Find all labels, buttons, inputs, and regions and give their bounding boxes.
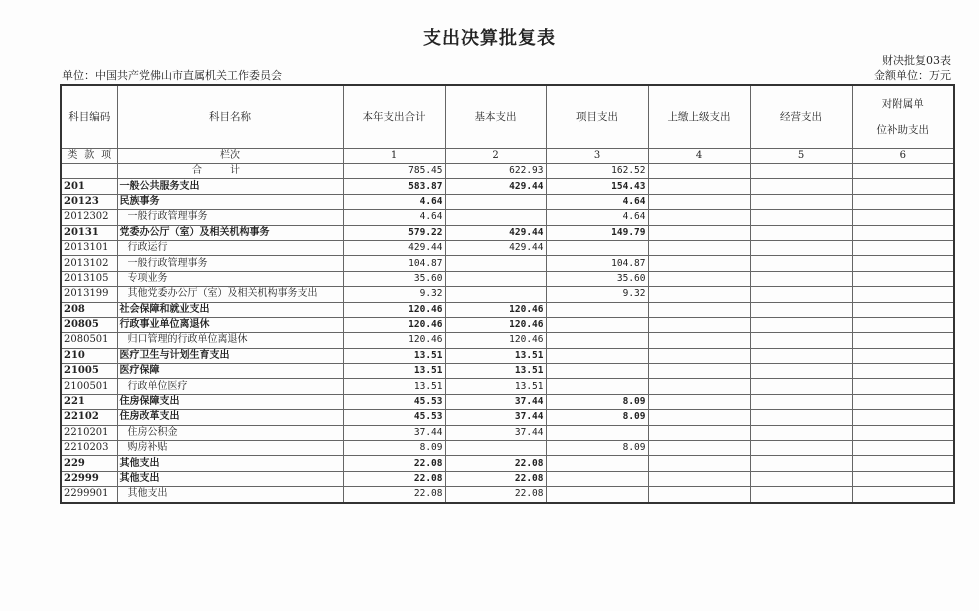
row-subsidy	[852, 410, 954, 425]
row-business	[750, 287, 852, 302]
row-superior	[648, 271, 750, 286]
row-total: 13.51	[343, 379, 445, 394]
header-col-index: 栏次	[117, 149, 343, 164]
row-basic	[445, 210, 546, 225]
row-project: 104.87	[546, 256, 648, 271]
row-superior	[648, 210, 750, 225]
row-project: 4.64	[546, 210, 648, 225]
row-project	[546, 317, 648, 332]
row-subsidy	[852, 194, 954, 209]
row-name: 购房补贴	[117, 441, 343, 456]
row-subsidy	[852, 333, 954, 348]
row-basic: 429.44	[445, 225, 546, 240]
table-row	[61, 302, 954, 317]
row-basic: 120.46	[445, 333, 546, 348]
row-subsidy	[852, 441, 954, 456]
table-row	[61, 348, 954, 363]
row-project: 154.43	[546, 179, 648, 194]
row-basic: 22.08	[445, 471, 546, 486]
row-code: 201	[61, 179, 117, 194]
row-basic: 429.44	[445, 240, 546, 255]
header-superior: 上缴上级支出	[648, 85, 750, 149]
row-superior	[648, 287, 750, 302]
row-code: 20805	[61, 317, 117, 332]
row-name: 社会保障和就业支出	[117, 302, 343, 317]
row-business	[750, 164, 852, 179]
row-name: 医疗保障	[117, 364, 343, 379]
row-subsidy	[852, 302, 954, 317]
table-row	[61, 425, 954, 440]
row-business	[750, 240, 852, 255]
row-subsidy	[852, 364, 954, 379]
row-code: 2012302	[61, 210, 117, 225]
row-name: 民族事务	[117, 194, 343, 209]
row-project: 8.09	[546, 410, 648, 425]
row-basic	[445, 441, 546, 456]
header-kuan: 款	[84, 150, 95, 161]
row-total: 45.53	[343, 410, 445, 425]
row-basic: 37.44	[445, 394, 546, 409]
expenditure-table	[60, 84, 955, 504]
table-row	[61, 333, 954, 348]
row-code: 20123	[61, 194, 117, 209]
row-subsidy	[852, 271, 954, 286]
row-superior	[648, 164, 750, 179]
row-subsidy	[852, 487, 954, 503]
row-name: 行政事业单位离退休	[117, 317, 343, 332]
header-project: 项目支出	[546, 85, 648, 149]
row-code: 208	[61, 302, 117, 317]
row-subsidy	[852, 425, 954, 440]
row-project: 8.09	[546, 394, 648, 409]
header-total: 本年支出合计	[343, 85, 445, 149]
row-code	[61, 164, 117, 179]
row-name: 一般公共服务支出	[117, 179, 343, 194]
row-basic: 120.46	[445, 302, 546, 317]
row-project	[546, 425, 648, 440]
table-row	[61, 317, 954, 332]
row-project: 8.09	[546, 441, 648, 456]
header-business: 经营支出	[750, 85, 852, 149]
row-basic: 13.51	[445, 379, 546, 394]
row-project: 35.60	[546, 271, 648, 286]
row-superior	[648, 240, 750, 255]
row-code: 22102	[61, 410, 117, 425]
row-business	[750, 194, 852, 209]
row-business	[750, 410, 852, 425]
row-code: 229	[61, 456, 117, 471]
table-row	[61, 394, 954, 409]
row-subsidy	[852, 164, 954, 179]
row-superior	[648, 394, 750, 409]
row-name: 一般行政管理事务	[117, 256, 343, 271]
row-business	[750, 364, 852, 379]
row-total: 22.08	[343, 456, 445, 471]
row-total: 9.32	[343, 287, 445, 302]
row-superior	[648, 410, 750, 425]
row-superior	[648, 379, 750, 394]
row-project	[546, 379, 648, 394]
header-subsidy-line2: 位补助支出	[876, 124, 929, 136]
row-code: 221	[61, 394, 117, 409]
row-name: 住房保障支出	[117, 394, 343, 409]
table-row	[61, 471, 954, 486]
row-name: 一般行政管理事务	[117, 210, 343, 225]
row-basic: 120.46	[445, 317, 546, 332]
row-project	[546, 333, 648, 348]
row-name: 行政运行	[117, 240, 343, 255]
header-subsidy-line1: 对附属单	[881, 98, 924, 110]
row-total: 13.51	[343, 364, 445, 379]
row-superior	[648, 456, 750, 471]
row-subsidy	[852, 225, 954, 240]
row-code: 2210203	[61, 441, 117, 456]
row-code: 2013102	[61, 256, 117, 271]
col-index-4: 4	[648, 149, 750, 164]
header-code: 科目编码	[61, 85, 117, 149]
row-superior	[648, 441, 750, 456]
table-row	[61, 240, 954, 255]
row-subsidy	[852, 471, 954, 486]
row-superior	[648, 317, 750, 332]
row-basic	[445, 271, 546, 286]
row-basic	[445, 287, 546, 302]
row-code: 22999	[61, 471, 117, 486]
row-subsidy	[852, 317, 954, 332]
row-total: 120.46	[343, 333, 445, 348]
row-total: 22.08	[343, 487, 445, 503]
row-basic: 22.08	[445, 456, 546, 471]
col-index-2: 2	[445, 149, 546, 164]
table-row	[61, 487, 954, 503]
row-business	[750, 441, 852, 456]
row-superior	[648, 179, 750, 194]
row-total: 35.60	[343, 271, 445, 286]
header-name: 科目名称	[117, 85, 343, 149]
table-row	[61, 456, 954, 471]
row-total: 22.08	[343, 471, 445, 486]
row-project	[546, 302, 648, 317]
row-basic: 13.51	[445, 364, 546, 379]
row-business	[750, 487, 852, 503]
table-row	[61, 194, 954, 209]
row-code: 2210201	[61, 425, 117, 440]
row-total: 13.51	[343, 348, 445, 363]
table-row	[61, 164, 954, 179]
row-superior	[648, 302, 750, 317]
row-business	[750, 271, 852, 286]
row-superior	[648, 225, 750, 240]
row-code: 2013199	[61, 287, 117, 302]
row-total: 104.87	[343, 256, 445, 271]
row-total: 8.09	[343, 441, 445, 456]
header-subsidy	[852, 85, 954, 149]
row-basic: 37.44	[445, 425, 546, 440]
row-superior	[648, 194, 750, 209]
row-project	[546, 364, 648, 379]
row-total: 45.53	[343, 394, 445, 409]
row-name: 行政单位医疗	[117, 379, 343, 394]
header-basic: 基本支出	[445, 85, 546, 149]
row-subsidy	[852, 348, 954, 363]
row-name: 其他支出	[117, 471, 343, 486]
row-superior	[648, 256, 750, 271]
row-code: 2013101	[61, 240, 117, 255]
table-row	[61, 210, 954, 225]
header-lei: 类	[67, 150, 78, 161]
row-code: 20131	[61, 225, 117, 240]
row-code: 2080501	[61, 333, 117, 348]
row-subsidy	[852, 256, 954, 271]
row-code: 2299901	[61, 487, 117, 503]
unit-label: 单位：中国共产党佛山市直属机关工作委员会	[62, 69, 282, 82]
row-superior	[648, 487, 750, 503]
col-index-5: 5	[750, 149, 852, 164]
row-superior	[648, 333, 750, 348]
table-row	[61, 225, 954, 240]
row-business	[750, 471, 852, 486]
row-name: 其他支出	[117, 487, 343, 503]
row-code: 2100501	[61, 379, 117, 394]
table-row	[61, 441, 954, 456]
row-business	[750, 348, 852, 363]
col-index-1: 1	[343, 149, 445, 164]
page-title: 支出决算批复表	[423, 28, 556, 49]
row-business	[750, 333, 852, 348]
row-subsidy	[852, 379, 954, 394]
header-xiang: 项	[101, 150, 112, 161]
amount-unit: 金额单位：万元	[874, 69, 951, 82]
row-business	[750, 210, 852, 225]
row-basic: 22.08	[445, 487, 546, 503]
row-total: 583.87	[343, 179, 445, 194]
row-name: 专项业务	[117, 271, 343, 286]
row-business	[750, 456, 852, 471]
row-name: 其他党委办公厅（室）及相关机构事务支出	[117, 287, 343, 302]
row-subsidy	[852, 179, 954, 194]
header-code-parts	[61, 149, 117, 164]
row-total: 4.64	[343, 210, 445, 225]
row-business	[750, 256, 852, 271]
row-basic	[445, 256, 546, 271]
table-row	[61, 271, 954, 286]
row-superior	[648, 425, 750, 440]
row-business	[750, 302, 852, 317]
row-name: 其他支出	[117, 456, 343, 471]
row-subsidy	[852, 456, 954, 471]
row-business	[750, 425, 852, 440]
row-business	[750, 317, 852, 332]
table-row	[61, 410, 954, 425]
row-subsidy	[852, 287, 954, 302]
table-row	[61, 256, 954, 271]
row-total: 120.46	[343, 317, 445, 332]
row-name: 医疗卫生与计划生育支出	[117, 348, 343, 363]
row-total: 37.44	[343, 425, 445, 440]
table-row	[61, 287, 954, 302]
row-basic: 622.93	[445, 164, 546, 179]
row-project: 9.32	[546, 287, 648, 302]
col-index-3: 3	[546, 149, 648, 164]
row-total: 429.44	[343, 240, 445, 255]
row-project	[546, 456, 648, 471]
row-name: 归口管理的行政单位离退休	[117, 333, 343, 348]
row-superior	[648, 364, 750, 379]
row-total: 785.45	[343, 164, 445, 179]
row-subsidy	[852, 394, 954, 409]
row-project	[546, 471, 648, 486]
table-row	[61, 379, 954, 394]
row-total: 120.46	[343, 302, 445, 317]
row-subsidy	[852, 210, 954, 225]
row-business	[750, 225, 852, 240]
row-name: 住房公积金	[117, 425, 343, 440]
row-business	[750, 379, 852, 394]
row-total: 4.64	[343, 194, 445, 209]
row-business	[750, 179, 852, 194]
row-basic: 37.44	[445, 410, 546, 425]
row-code: 2013105	[61, 271, 117, 286]
row-basic: 13.51	[445, 348, 546, 363]
row-name: 党委办公厅（室）及相关机构事务	[117, 225, 343, 240]
row-business	[750, 394, 852, 409]
row-superior	[648, 471, 750, 486]
row-project	[546, 348, 648, 363]
table-row	[61, 364, 954, 379]
row-code: 210	[61, 348, 117, 363]
row-project	[546, 240, 648, 255]
row-name: 合计	[117, 164, 343, 179]
row-subsidy	[852, 240, 954, 255]
col-index-6: 6	[852, 149, 954, 164]
row-project	[546, 487, 648, 503]
row-project: 162.52	[546, 164, 648, 179]
row-basic	[445, 194, 546, 209]
form-number: 财决批复03表	[882, 54, 951, 67]
row-total: 579.22	[343, 225, 445, 240]
table-row	[61, 179, 954, 194]
row-superior	[648, 348, 750, 363]
row-basic: 429.44	[445, 179, 546, 194]
row-project: 149.79	[546, 225, 648, 240]
row-code: 21005	[61, 364, 117, 379]
row-project: 4.64	[546, 194, 648, 209]
row-name: 住房改革支出	[117, 410, 343, 425]
